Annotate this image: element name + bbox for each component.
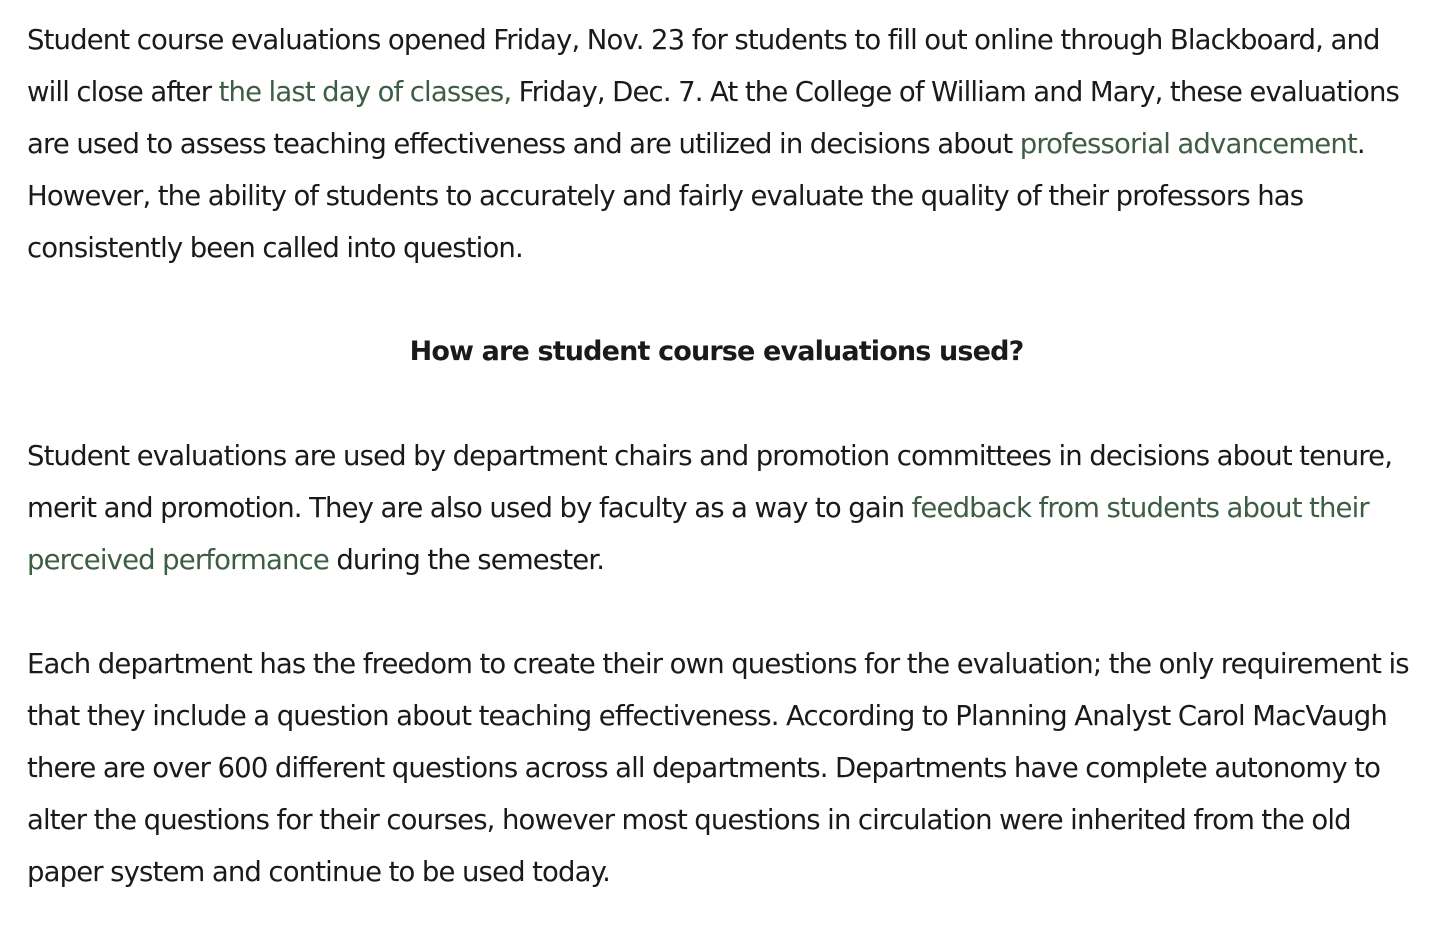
paragraph-departments: [27, 638, 1420, 898]
last-day-of-classes-link[interactable]: the last day of classes,: [218, 76, 512, 108]
paragraph-usage: [27, 430, 1420, 586]
professorial-advancement-link[interactable]: professorial advancement: [1019, 128, 1357, 160]
paragraph-intro: [27, 14, 1420, 274]
paragraph-text: during the semester.: [328, 544, 605, 576]
feedback-from-students-link[interactable]: feedback from students about their perceived performance: [27, 492, 1369, 576]
paragraph-text: Each department has the freedom to create their own questions for the evaluation; the only requirement is that they include a question about teaching effectiveness. According to Planning Analyst Carol MacVaugh there are over 600 different questions across all departments. Departments have complete autonomy to alter the questions for their courses, however most questions in circulation were inherited from the old paper system and continue to be used today.: [27, 648, 1409, 888]
paragraph-text: Student course evaluations opened Friday, Nov. 23 for students to fill out online through Blackboard, and will close after: [27, 24, 1380, 108]
paragraph-text: . However, the ability of students to accurately and fairly evaluate the quality of their professors has consistently been called into question.: [27, 128, 1365, 264]
paragraph-text: Student evaluations are used by department chairs and promotion committees in decisions about tenure, merit and promotion. They are also used by faculty as a way to gain: [27, 440, 1393, 524]
paragraph-text: Friday, Dec. 7. At the College of William and Mary, these evaluations are used to assess teaching effectiveness and are utilized in decisions about: [27, 76, 1400, 160]
section-heading: How are student course evaluations used?: [409, 336, 1024, 367]
